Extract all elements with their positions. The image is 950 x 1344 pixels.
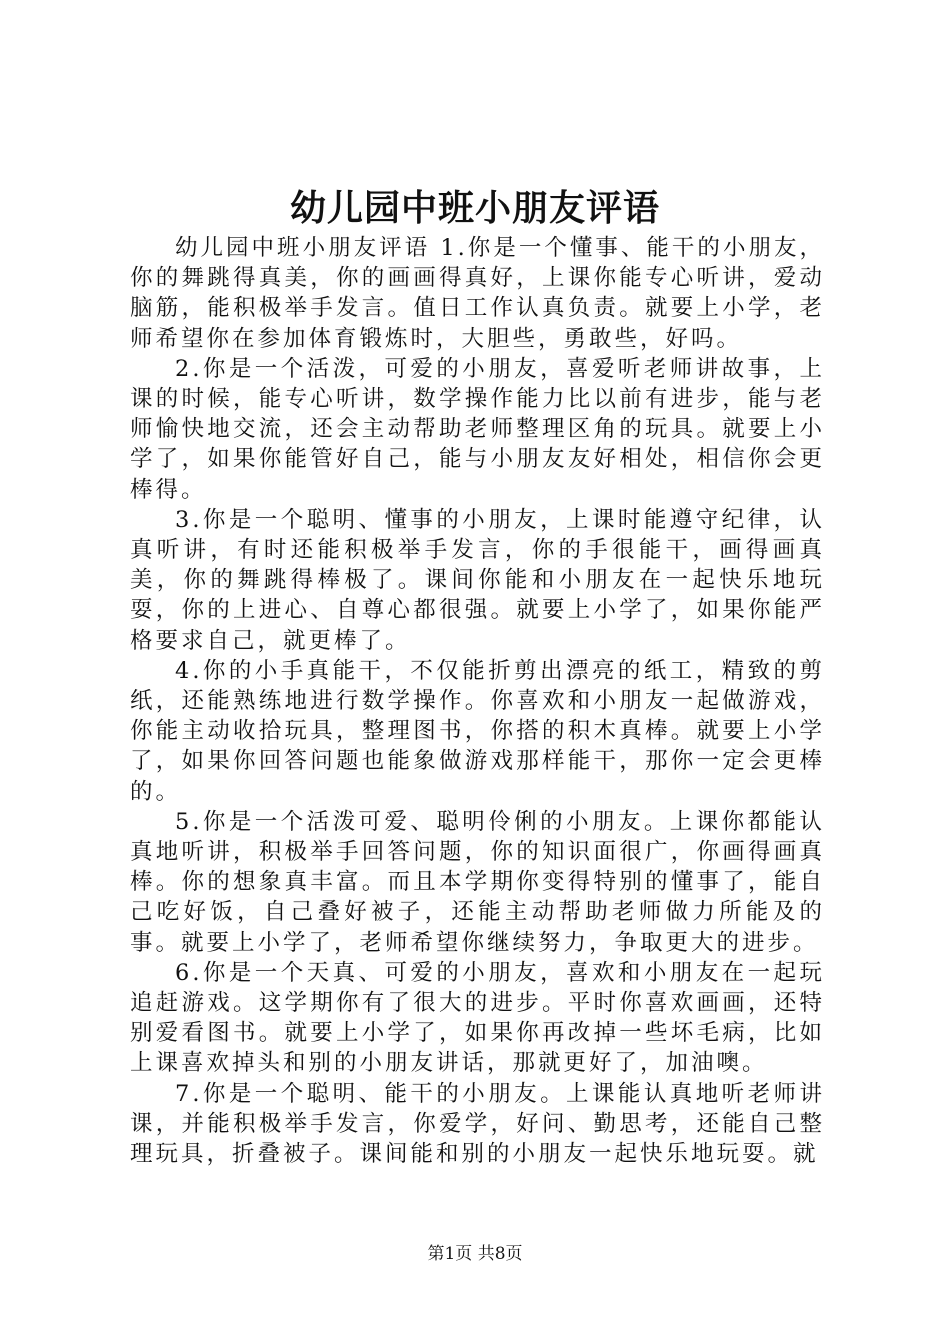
paragraph-7: 7.你是一个聪明、能干的小朋友。上课能认真地听老师讲课，并能积极举手发言，你爱学，好问、勤思考，还能自己整理玩具，折叠被子。课间能和别的小朋友一起快乐地玩耍。就 (130, 1080, 825, 1168)
paragraph-4: 4.你的小手真能干，不仅能折剪出漂亮的纸工，精致的剪纸，还能熟练地进行数学操作。你喜欢和小朋友一起做游戏，你能主动收拾玩具，整理图书，你搭的积木真棒。就要上小学了，如果你回答问题也能象做游戏那样能干，那你一定会更棒的。 (130, 657, 825, 805)
document-title: 幼儿园中班小朋友评语 (289, 187, 660, 229)
paragraph-2: 2.你是一个活泼，可爱的小朋友，喜爱听老师讲故事，上课的时候，能专心听讲，数学操作能力比以前有进步，能与老师愉快地交流，还会主动帮助老师整理区角的玩具。就要上小学了，如果你能管好自己，能与小朋友友好相处，相信你会更棒得。 (130, 355, 825, 503)
page-number-footer: 第1页 共8页 (427, 1244, 523, 1264)
paragraph-3: 3.你是一个聪明、懂事的小朋友，上课时能遵守纪律，认真听讲，有时还能积极举手发言，你的手很能干，画得画真美，你的舞跳得棒极了。课间你能和小朋友在一起快乐地玩耍，你的上进心、自尊心都很强。就要上小学了，如果你能严格要求自己，就更棒了。 (130, 506, 825, 654)
paragraph-1: 幼儿园中班小朋友评语 1.你是一个懂事、能干的小朋友，你的舞跳得真美，你的画画得真好，上课你能专心听讲，爱动脑筋，能积极举手发言。值日工作认真负责。就要上小学，老师希望你在参加体育锻炼时，大胆些，勇敢些，好吗。 (130, 235, 825, 352)
paragraph-5: 5.你是一个活泼可爱、聪明伶俐的小朋友。上课你都能认真地听讲，积极举手回答问题，你的知识面很广，你画得画真棒。你的想象真丰富。而且本学期你变得特别的懂事了，能自己吃好饭，自己叠好被子，还能主动帮助老师做力所能及的事。就要上小学了，老师希望你继续努力，争取更大的进步。 (130, 808, 825, 956)
paragraph-6: 6.你是一个天真、可爱的小朋友，喜欢和小朋友在一起玩追赶游戏。这学期你有了很大的进步。平时你喜欢画画，还特别爱看图书。就要上小学了，如果你再改掉一些坏毛病，比如上课喜欢掉头和别的小朋友讲话，那就更好了，加油噢。 (130, 959, 825, 1077)
document-body (130, 233, 825, 1169)
